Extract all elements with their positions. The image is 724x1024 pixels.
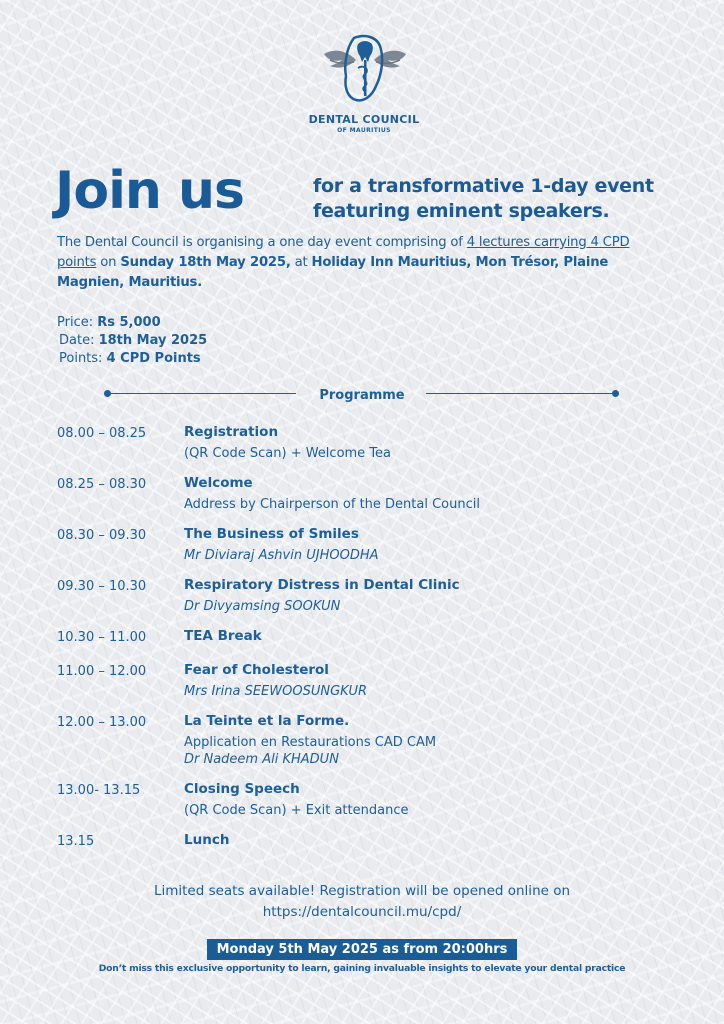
programme-detail: Dr Divyamsing SOOKUN bbox=[184, 599, 341, 614]
lectures-link[interactable]: 4 lectures carrying 4 CPD points bbox=[57, 235, 630, 270]
programme-detail: Mrs Irina SEEWOOSUNGKUR bbox=[184, 684, 368, 699]
programme-title: Registration bbox=[184, 424, 279, 440]
intro-paragraph bbox=[57, 233, 667, 293]
event-date: Sunday 18th May 2025, bbox=[120, 255, 291, 270]
divider-line-left bbox=[108, 393, 296, 394]
date-label: Date: bbox=[59, 333, 99, 348]
hero-tagline bbox=[313, 174, 654, 224]
programme-detail: Application en Restaurations CAD CAM bbox=[184, 735, 437, 750]
programme-time: 12.00 – 13.00 bbox=[57, 715, 147, 730]
programme-time: 09.30 – 10.30 bbox=[57, 579, 147, 594]
points-value: 4 CPD Points bbox=[106, 351, 201, 366]
programme-detail: Address by Chairperson of the Dental Council bbox=[184, 497, 480, 512]
registration-date-badge: Monday 5th May 2025 as from 20:00hrs bbox=[207, 939, 517, 960]
programme-time: 10.30 – 11.00 bbox=[57, 630, 147, 645]
programme-time: 08.30 – 09.30 bbox=[57, 528, 147, 543]
price-value: Rs 5,000 bbox=[97, 315, 161, 330]
programme-title: Closing Speech bbox=[184, 781, 300, 797]
registration-line: Limited seats available! Registration will be opened online on bbox=[153, 883, 571, 899]
intro-text-1: The Dental Council is organising a one day event comprising of bbox=[57, 235, 467, 250]
programme-time: 08.00 – 08.25 bbox=[57, 426, 147, 441]
registration-info bbox=[0, 881, 724, 923]
programme-title: Lunch bbox=[184, 832, 230, 848]
programme-title: La Teinte et la Forme. bbox=[184, 713, 350, 729]
registration-url[interactable]: https://dentalcouncil.mu/cpd/ bbox=[262, 904, 462, 920]
divider-dot-right bbox=[612, 390, 619, 397]
footer-note: Don’t miss this exclusive opportunity to learn, gaining invaluable insights to elevate your dental practice bbox=[98, 963, 626, 974]
divider-line-right bbox=[426, 393, 614, 394]
programme-detail: (QR Code Scan) + Welcome Tea bbox=[184, 446, 392, 461]
programme-heading: Programme bbox=[319, 388, 405, 403]
programme-title: TEA Break bbox=[184, 628, 262, 644]
intro-text-3: at bbox=[290, 255, 312, 270]
programme-title: Respiratory Distress in Dental Clinic bbox=[184, 577, 460, 593]
programme-title: The Business of Smiles bbox=[184, 526, 359, 542]
date-row bbox=[57, 332, 207, 350]
event-facts bbox=[57, 314, 207, 368]
date-value: 18th May 2025 bbox=[98, 333, 208, 348]
logo-subname: OF MAURITIUS bbox=[337, 127, 391, 134]
programme-time: 08.25 – 08.30 bbox=[57, 477, 147, 492]
programme-detail: Mr Diviaraj Ashvin UJHOODHA bbox=[184, 548, 379, 563]
hero-tagline-line1: for a transformative 1-day event bbox=[313, 175, 654, 197]
event-venue: Holiday Inn Mauritius, Mon Trésor, Plaine Magnien, Mauritius. bbox=[57, 255, 609, 290]
price-row bbox=[57, 314, 207, 332]
programme-time: 13.00- 13.15 bbox=[57, 783, 141, 798]
programme-time: 13.15 bbox=[57, 834, 95, 849]
intro-text-2: on bbox=[96, 255, 121, 270]
programme-title: Welcome bbox=[184, 475, 253, 491]
programme-title: Fear of Cholesterol bbox=[184, 662, 329, 678]
programme-detail: Dr Nadeem Ali KHADUN bbox=[184, 752, 339, 767]
logo-name: DENTAL COUNCIL bbox=[308, 113, 420, 126]
points-row bbox=[57, 350, 207, 368]
points-label: Points: bbox=[59, 351, 107, 366]
price-label: Price: bbox=[57, 315, 98, 330]
dental-council-emblem-icon bbox=[320, 30, 410, 108]
hero-title: Join us bbox=[55, 161, 244, 221]
programme-time: 11.00 – 12.00 bbox=[57, 664, 147, 679]
programme-detail: (QR Code Scan) + Exit attendance bbox=[184, 803, 409, 818]
hero-tagline-line2: featuring eminent speakers. bbox=[313, 200, 610, 222]
